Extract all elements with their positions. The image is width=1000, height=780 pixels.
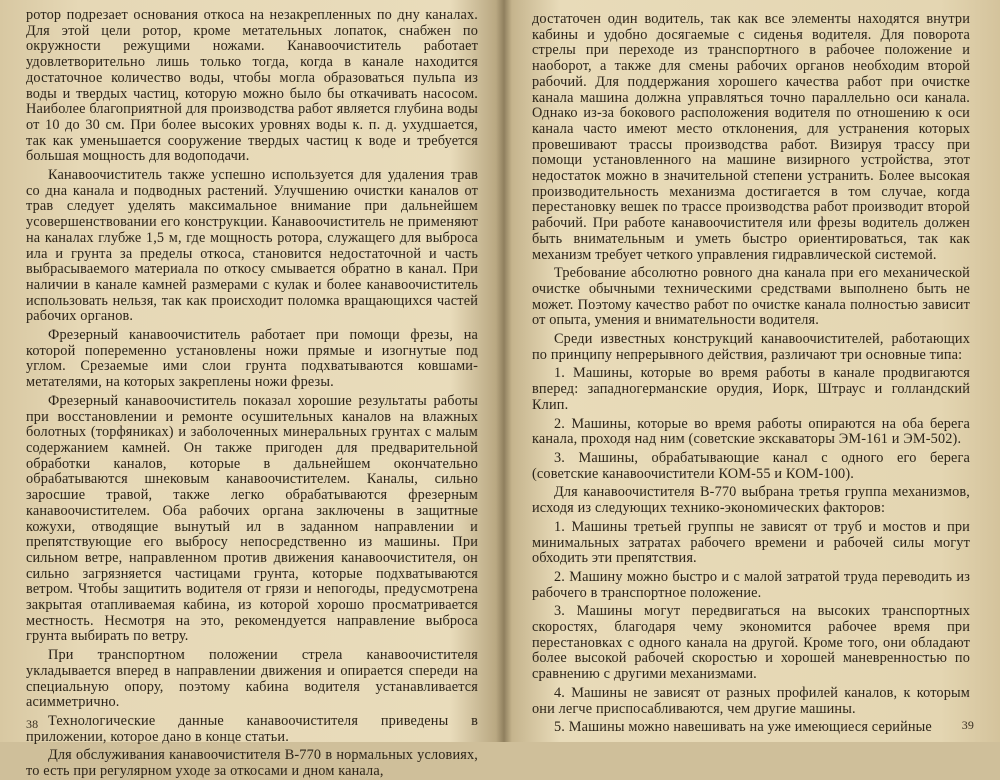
page-number: 39 bbox=[961, 718, 974, 732]
list-item: 1. Машины, которые во время работы в канале продвигаются вперед: западногерманские орудия, Иорк, Штраус и голландский Клип. bbox=[532, 365, 970, 413]
paragraph: При транспортном положении стрела канавоочистителя укладывается вперед в направлении движения и опирается спереди на специальную опору, поэтому кабина водителя устанавливается асимметрично. bbox=[26, 647, 478, 711]
paragraph: ротор подрезает основания откоса на незакрепленных по дну каналах. Для этой цели ротор, кроме метательных лопаток, снабжен по окружности режущими ножами. Канавоочиститель работает удовлетворительно лишь только тогда, когда в канале находится достаточное количество воды, чтобы могла образоваться пульпа из воды и твердых частиц, которую можно было бы откачивать насосом. Наиболее благоприятной для производства работ является глубина воды от 10 до 30 см. При более высоких уровнях воды к. п. д. ухудшается, так как уменьшается сооружение твердых частиц к воде и требуется большая мощность для водоподачи. bbox=[26, 7, 478, 165]
paragraph: Фрезерный канавоочиститель работает при помощи фрезы, на которой попеременно установлены ножи прямые и изогнутые под углом. Срезаемые ими слои грунта подхватываются ковшами-метателями, на которых закреплены ножи фрезы. bbox=[26, 327, 478, 391]
paragraph: Среди известных конструкций канавоочистителей, работающих по принципу непрерывного действия, различают три основные типа: bbox=[532, 331, 970, 363]
list-item: 5. Машины можно навешивать на уже имеющиеся серийные bbox=[554, 719, 932, 736]
paragraph: Фрезерный канавоочиститель показал хорошие результаты работы при восстановлении и ремонте осушительных каналов на влажных болотных (торфяниках) и заболоченных минеральных грунтах с малым содержанием камней. Он также пригоден для предварительной обработки каналов, которые в дальнейшем окончательно обрабатываются шнековым канавоочистителем. Каналы, сильно заросшие травой, также легко обрабатываются фрезерным канавоочистителем. Оба рабочих органа заключены в защитные кожухи, отводящие вынутый ил в заданном направлении и препятствующие его выбросу непосредственно из машины. При сильном ветре, направленном против движения канавоочистителя, он сильно загрязняется частицами грунта, которые подхватываются ветром. Чтобы защитить водителя от грязи и непогоды, предусмотрена закрытая отапливаемая кабина, из которой хорошо просматривается местность. Несмотря на это, рекомендуется направление выброса грунта выбирать по ветру. bbox=[26, 392, 478, 645]
paragraph: Технологические данные канавоочистителя приведены в приложении, которое дано в конце статьи. bbox=[26, 712, 478, 745]
list-item: 3. Машины могут передвигаться на высоких транспортных скоростях, благодаря чему экономится рабочее время при перестановках с одного канала на другой. Кроме того, они обладают более высокой рабочей скоростью и хорошей маневренностью по сравнению с другими механизмами. bbox=[532, 603, 970, 683]
paragraph: Канавоочиститель также успешно используется для удаления трав со дна канала и подводных растений. Улучшению очистки каналов от трав следует уделять максимальное внимание при дальнейшем усовершенствовании его конструкции. Канавоочиститель не применяют на каналах глубже 1,5 м, где мощность ротора, служащего для выброса ила и грунта за пределы откоса, становится недостаточной и часть выбрасываемого материала по откосу смывается обратно в канал. При наличии в канале камней размерами с кулак и более канавоочиститель использовать нельзя, так как происходит поломка вращающихся частей рабочих органов. bbox=[26, 167, 478, 325]
page-number: 38 bbox=[26, 717, 39, 731]
paragraph: Для канавоочистителя В-770 выбрана третья группа механизмов, исходя из следующих технико-экономических факторов: bbox=[532, 484, 970, 517]
right-page bbox=[510, 0, 1000, 742]
list-item: 3. Машины, обрабатывающие канал с одного его берега (советские канавоочистители КОМ-55 и КОМ-100). bbox=[532, 449, 970, 482]
list-item: 2. Машины, которые во время работы опираются на оба берега канала, проходя над ним (советские экскаваторы ЭМ-161 и ЭМ-502). bbox=[532, 415, 970, 448]
paragraph: Для обслуживания канавоочистителя В-770 в нормальных условиях, то есть при регулярном уходе за откосами и дном канала, bbox=[26, 747, 478, 780]
paragraph: достаточен один водитель, так как все элементы находятся внутри кабины и удобно досягаемые с сиденья водителя. Для поворота стрелы при переходе из транспортного в рабочее положение и наоборот, а также для смены рабочих органов необходим второй рабочий. Для поддержания хорошего качества работ при очистке канала машина должна управляться точно параллельно оси канала. Однако из-за бокового расположения водителя по отношению к оси канала часто имеют место отклонения, для устранения которых провешивают трассы производства работ. Визируя трассу при помощи установленного на машине визирного устройства, этот недостаток можно в значительной степени устранить. Более высокая производительность механизма достигается в том случае, когда перестановку вешек по трассе производства работ производит второй рабочий. При работе канавоочистителя или фрезы водитель должен быть внимательным и уметь быстро ориентироваться, так как механизм требует четкого управления гидравлической системой. bbox=[532, 11, 970, 263]
paragraph: Требование абсолютно ровного дна канала при его механической очистке обычными техническими средствами выполнено быть не может. Поэтому качество работ по очистке канала полностью зависит от опыта, умения и внимательности водителя. bbox=[532, 265, 970, 329]
list-item: 4. Машины не зависят от разных профилей каналов, к которым они легче приспосабливаются, чем другие машины. bbox=[532, 684, 970, 717]
list-item: 1. Машины третьей группы не зависят от труб и мостов и при минимальных затратах рабочего времени и рабочей силы могут обходить эти препятствия. bbox=[532, 518, 970, 567]
list-item: 2. Машину можно быстро и с малой затратой труда переводить из рабочего в транспортное положение. bbox=[532, 568, 970, 601]
